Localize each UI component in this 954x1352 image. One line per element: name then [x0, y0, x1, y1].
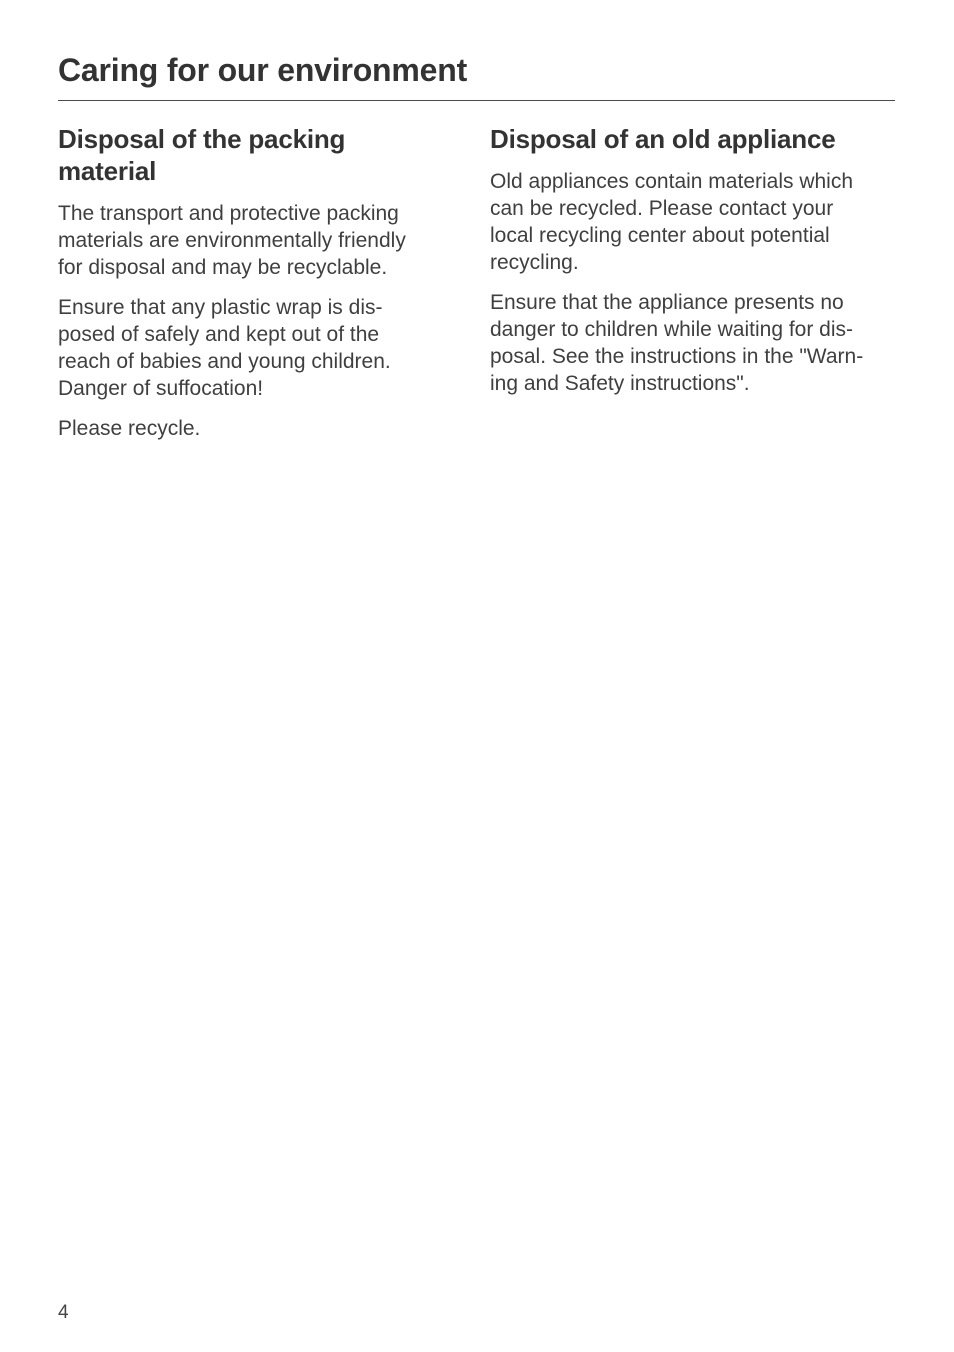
packing-paragraph-1: The transport and protective packing materials are environmentally friendly for disposal and may be recyclable.: [58, 202, 406, 279]
packing-material-heading: Disposal of the packing material: [58, 124, 346, 186]
page-number: 4: [58, 1302, 69, 1323]
packing-material-section: [58, 123, 448, 455]
title-divider: [58, 100, 895, 101]
packing-paragraph-3: Please recycle.: [58, 417, 201, 440]
old-appliance-section: [490, 123, 900, 410]
packing-paragraph-2: Ensure that any plastic wrap is dis- posed of safely and kept out of the reach of babies and young children. Danger of suffocation!: [58, 296, 391, 400]
old-appliance-heading: Disposal of an old appliance: [490, 124, 836, 154]
old-appliance-paragraph-2: Ensure that the appliance presents no danger to children while waiting for dis- posal. See the instructions in the "Warn- ing and Safety instructions".: [490, 291, 864, 395]
page-title: Caring for our environment: [58, 52, 468, 88]
old-appliance-paragraph-1: Old appliances contain materials which can be recycled. Please contact your local recycling center about potential recycling.: [490, 170, 854, 274]
